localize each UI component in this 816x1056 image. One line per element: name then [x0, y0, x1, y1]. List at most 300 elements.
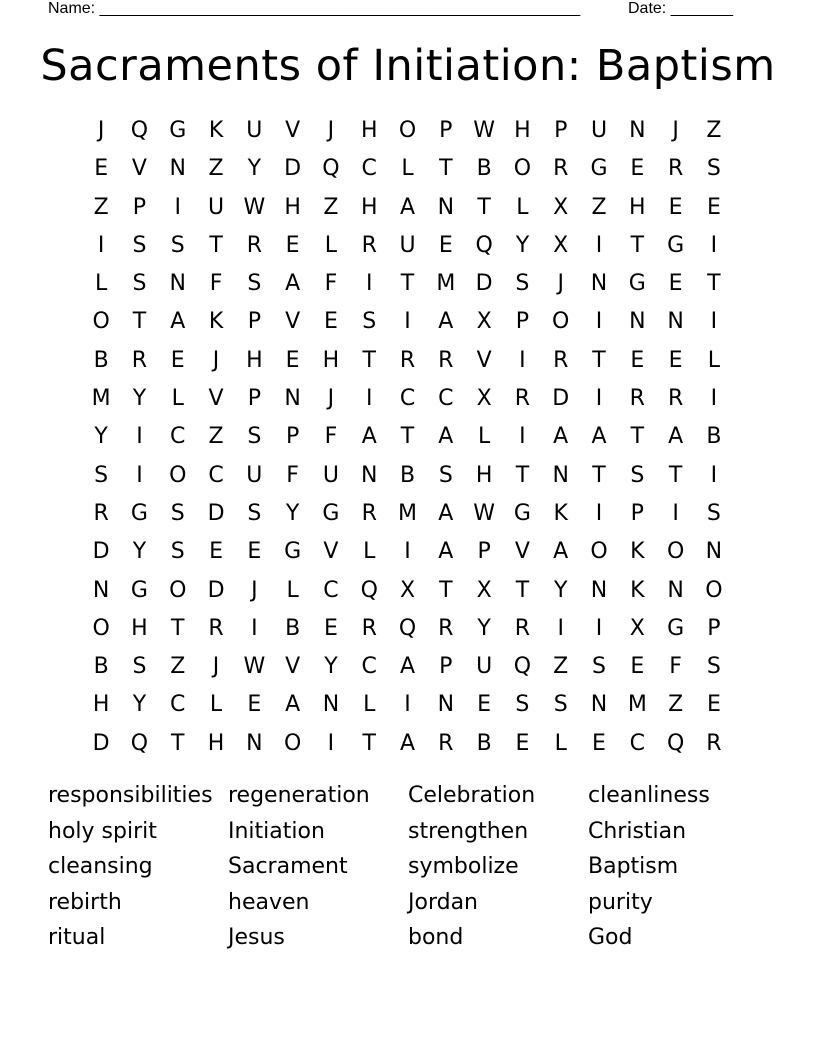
grid-letter[interactable]: D: [284, 156, 302, 182]
grid-letter[interactable]: Y: [553, 577, 568, 603]
grid-letter[interactable]: W: [473, 118, 495, 143]
grid-letter[interactable]: O: [398, 118, 417, 143]
grid-letter[interactable]: A: [170, 309, 186, 335]
grid-letter[interactable]: Z: [208, 424, 224, 450]
grid-letter[interactable]: I: [327, 730, 335, 756]
grid-letter[interactable]: D: [92, 539, 110, 565]
grid-letter[interactable]: V: [476, 347, 492, 373]
grid-letter[interactable]: H: [514, 118, 531, 143]
grid-letter[interactable]: S: [247, 424, 262, 450]
grid-letter[interactable]: C: [170, 692, 186, 718]
grid-letter[interactable]: W: [243, 654, 266, 680]
grid-letter[interactable]: T: [171, 730, 185, 756]
grid-letter[interactable]: S: [438, 462, 453, 488]
grid-letter[interactable]: G: [284, 539, 302, 565]
grid-letter[interactable]: O: [552, 309, 570, 335]
grid-letter[interactable]: Z: [706, 118, 722, 143]
grid-letter[interactable]: S: [362, 309, 377, 335]
grid-letter[interactable]: X: [476, 309, 492, 335]
grid-letter[interactable]: U: [246, 118, 263, 143]
grid-letter[interactable]: S: [706, 156, 721, 182]
word-list-item: cleanliness: [588, 783, 710, 808]
grid-letter[interactable]: G: [667, 615, 685, 641]
grid-letter[interactable]: I: [710, 462, 718, 488]
grid-letter[interactable]: E: [94, 156, 109, 182]
grid-letter[interactable]: B: [706, 424, 722, 450]
grid-letter[interactable]: E: [668, 271, 683, 297]
grid-letter[interactable]: E: [170, 347, 185, 373]
grid-letter[interactable]: N: [284, 386, 301, 412]
grid-letter[interactable]: T: [400, 271, 415, 297]
grid-letter[interactable]: A: [285, 692, 301, 718]
grid-letter[interactable]: I: [595, 386, 603, 412]
grid-letter[interactable]: P: [247, 309, 261, 335]
grid-letter[interactable]: C: [361, 654, 377, 680]
grid-letter[interactable]: S: [515, 271, 530, 297]
grid-letter[interactable]: J: [557, 271, 564, 297]
grid-letter[interactable]: I: [136, 462, 143, 488]
grid-letter[interactable]: M: [91, 386, 111, 412]
grid-letter[interactable]: T: [439, 156, 453, 182]
grid-letter[interactable]: A: [399, 194, 416, 220]
grid-letter[interactable]: Q: [130, 118, 149, 143]
grid-letter[interactable]: S: [132, 654, 147, 680]
grid-letter[interactable]: N: [705, 539, 723, 565]
word-list-item: Baptism: [588, 854, 679, 879]
grid-letter[interactable]: T: [209, 232, 223, 258]
grid-letter[interactable]: H: [92, 692, 110, 718]
grid-letter[interactable]: U: [399, 232, 416, 258]
grid-letter[interactable]: Z: [323, 194, 339, 220]
grid-letter[interactable]: R: [93, 500, 109, 526]
grid-letter[interactable]: O: [705, 577, 723, 603]
grid-letter[interactable]: L: [95, 271, 108, 297]
grid-letter[interactable]: E: [630, 654, 645, 680]
grid-letter[interactable]: N: [437, 692, 455, 718]
grid-letter[interactable]: S: [706, 654, 721, 680]
grid-letter[interactable]: A: [438, 539, 454, 565]
grid-letter[interactable]: A: [399, 654, 416, 680]
grid-letter[interactable]: U: [476, 654, 493, 680]
grid-letter[interactable]: L: [707, 347, 721, 373]
grid-letter[interactable]: Y: [94, 424, 108, 450]
grid-letter[interactable]: I: [710, 386, 718, 412]
grid-letter[interactable]: Q: [398, 615, 417, 641]
grid-letter[interactable]: S: [706, 500, 721, 526]
grid-letter[interactable]: R: [438, 347, 454, 373]
grid-letter[interactable]: R: [208, 615, 224, 641]
grid-letter[interactable]: F: [324, 271, 338, 297]
grid-letter[interactable]: L: [363, 692, 376, 718]
grid-letter[interactable]: J: [327, 118, 335, 143]
grid-letter[interactable]: T: [707, 271, 721, 297]
grid-letter[interactable]: X: [476, 386, 492, 412]
grid-letter[interactable]: T: [515, 577, 530, 603]
grid-letter[interactable]: N: [169, 156, 186, 182]
grid-letter[interactable]: I: [557, 615, 564, 641]
grid-letter[interactable]: T: [515, 462, 530, 488]
grid-letter[interactable]: O: [169, 462, 187, 488]
grid-letter[interactable]: I: [404, 539, 411, 565]
grid-letter[interactable]: P: [554, 118, 568, 143]
grid-letter[interactable]: Y: [285, 500, 300, 526]
grid-letter[interactable]: L: [363, 539, 376, 565]
grid-letter[interactable]: T: [362, 730, 376, 756]
grid-letter[interactable]: C: [399, 386, 416, 412]
grid-letter[interactable]: E: [285, 232, 300, 258]
grid-letter[interactable]: G: [513, 500, 531, 526]
grid-letter[interactable]: V: [285, 118, 301, 143]
grid-letter[interactable]: R: [706, 730, 722, 756]
grid-letter[interactable]: L: [209, 692, 223, 718]
grid-letter[interactable]: T: [592, 347, 606, 373]
grid-letter[interactable]: A: [668, 424, 684, 450]
grid-letter[interactable]: P: [439, 118, 453, 143]
grid-letter[interactable]: O: [590, 539, 608, 565]
grid-letter[interactable]: U: [322, 462, 339, 488]
grid-letter[interactable]: L: [401, 156, 414, 182]
grid-letter[interactable]: L: [324, 232, 338, 258]
grid-letter[interactable]: I: [672, 500, 679, 526]
grid-letter[interactable]: H: [131, 615, 148, 641]
grid-letter[interactable]: V: [285, 309, 301, 335]
grid-letter[interactable]: N: [590, 692, 608, 718]
grid-letter[interactable]: X: [476, 577, 492, 603]
grid-letter[interactable]: N: [437, 194, 455, 220]
grid-letter[interactable]: J: [327, 386, 335, 412]
grid-letter[interactable]: O: [92, 309, 110, 335]
grid-letter[interactable]: R: [553, 347, 569, 373]
grid-letter[interactable]: G: [130, 577, 148, 603]
grid-letter[interactable]: L: [477, 424, 491, 450]
grid-letter[interactable]: I: [519, 347, 526, 373]
grid-letter[interactable]: U: [207, 194, 225, 220]
grid-letter[interactable]: V: [285, 654, 301, 680]
grid-row: [82, 418, 734, 456]
grid-letter[interactable]: Q: [130, 730, 149, 756]
grid-letter[interactable]: T: [630, 424, 645, 450]
grid-letter[interactable]: A: [399, 730, 416, 756]
grid-letter[interactable]: D: [552, 386, 570, 412]
grid-letter[interactable]: Y: [247, 156, 262, 182]
grid-letter[interactable]: I: [595, 500, 603, 526]
grid-letter[interactable]: D: [475, 271, 493, 297]
grid-letter[interactable]: L: [171, 386, 184, 412]
grid-letter[interactable]: O: [513, 156, 532, 182]
grid-letter[interactable]: I: [136, 424, 143, 450]
grid-letter[interactable]: T: [592, 462, 606, 488]
grid-letter[interactable]: T: [630, 232, 645, 258]
grid-letter[interactable]: P: [515, 309, 530, 335]
grid-letter[interactable]: G: [590, 156, 608, 182]
grid-letter[interactable]: R: [361, 232, 377, 258]
grid-letter[interactable]: L: [516, 194, 529, 220]
grid-letter[interactable]: E: [592, 730, 606, 756]
grid-letter[interactable]: G: [169, 118, 187, 143]
grid-letter[interactable]: A: [438, 424, 454, 450]
grid-letter[interactable]: B: [285, 615, 301, 641]
grid-letter[interactable]: B: [93, 347, 109, 373]
grid-letter[interactable]: J: [251, 577, 258, 603]
grid-letter[interactable]: Y: [132, 692, 147, 718]
grid-letter[interactable]: I: [595, 615, 603, 641]
grid-letter[interactable]: E: [515, 730, 530, 756]
grid-letter[interactable]: H: [360, 118, 378, 143]
grid-letter[interactable]: F: [209, 271, 223, 297]
grid-letter[interactable]: E: [323, 615, 338, 641]
grid-letter[interactable]: N: [667, 577, 684, 603]
grid-letter[interactable]: X: [553, 194, 569, 220]
grid-letter[interactable]: E: [668, 347, 683, 373]
grid-letter[interactable]: R: [361, 615, 377, 641]
grid-letter[interactable]: C: [170, 424, 186, 450]
grid-letter[interactable]: I: [595, 309, 603, 335]
grid-letter[interactable]: C: [438, 386, 454, 412]
grid-letter[interactable]: C: [208, 462, 224, 488]
grid-letter[interactable]: Z: [591, 194, 607, 220]
grid-letter[interactable]: Y: [324, 654, 338, 680]
grid-letter[interactable]: E: [477, 692, 492, 718]
grid-letter[interactable]: A: [553, 424, 569, 450]
word-list-item: Jordan: [408, 889, 478, 915]
grid-letter[interactable]: S: [170, 539, 185, 565]
grid-letter[interactable]: R: [514, 615, 531, 641]
grid-letter[interactable]: E: [630, 347, 645, 373]
grid-letter[interactable]: V: [208, 386, 224, 412]
page-title: Sacraments of Initiation: Baptism: [40, 41, 776, 91]
grid-letter[interactable]: T: [668, 462, 683, 488]
grid-row: [82, 610, 734, 648]
grid-letter[interactable]: H: [284, 194, 301, 220]
grid-letter[interactable]: B: [399, 462, 416, 488]
grid-letter[interactable]: N: [590, 577, 608, 603]
grid-letter[interactable]: Z: [93, 194, 109, 220]
grid-letter[interactable]: Y: [515, 232, 530, 258]
grid-letter[interactable]: V: [131, 156, 147, 182]
grid-letter[interactable]: G: [130, 500, 148, 526]
grid-letter[interactable]: E: [285, 347, 300, 373]
grid-letter[interactable]: B: [476, 730, 492, 756]
grid-letter[interactable]: F: [324, 424, 338, 450]
grid-letter[interactable]: G: [628, 271, 646, 297]
grid-letter[interactable]: K: [630, 577, 645, 603]
grid-letter[interactable]: I: [365, 271, 373, 297]
grid-letter[interactable]: I: [97, 232, 105, 258]
grid-letter[interactable]: V: [323, 539, 339, 565]
grid-letter[interactable]: O: [169, 577, 187, 603]
grid-letter[interactable]: Q: [513, 654, 532, 680]
grid-letter[interactable]: P: [477, 539, 491, 565]
grid-letter[interactable]: T: [439, 577, 453, 603]
grid-letter[interactable]: E: [209, 539, 223, 565]
grid-letter[interactable]: U: [590, 118, 608, 143]
header-line: [48, 0, 748, 22]
grid-letter[interactable]: A: [591, 424, 607, 450]
grid-letter[interactable]: E: [247, 539, 262, 565]
grid-letter[interactable]: Z: [208, 156, 224, 182]
grid-letter[interactable]: O: [283, 730, 302, 756]
grid-letter[interactable]: M: [398, 500, 418, 526]
grid-letter[interactable]: W: [473, 500, 495, 526]
grid-letter[interactable]: C: [323, 577, 339, 603]
grid-letter[interactable]: A: [361, 424, 377, 450]
grid-letter[interactable]: R: [438, 615, 454, 641]
grid-letter[interactable]: R: [131, 347, 148, 373]
grid-letter[interactable]: B: [93, 654, 109, 680]
grid-letter[interactable]: R: [629, 386, 645, 412]
grid-letter[interactable]: A: [438, 500, 454, 526]
grid-letter[interactable]: S: [515, 692, 530, 718]
grid-row: [82, 303, 734, 341]
grid-letter[interactable]: X: [399, 577, 416, 603]
grid-letter[interactable]: U: [246, 462, 263, 488]
grid-letter[interactable]: Q: [475, 232, 493, 258]
grid-letter[interactable]: S: [592, 654, 606, 680]
grid-letter[interactable]: H: [475, 462, 493, 488]
grid-letter[interactable]: R: [399, 347, 416, 373]
grid-letter[interactable]: I: [404, 309, 411, 335]
grid-letter[interactable]: E: [706, 194, 721, 220]
grid-letter[interactable]: M: [436, 271, 456, 297]
grid-letter[interactable]: S: [170, 500, 185, 526]
grid-letter[interactable]: N: [169, 271, 186, 297]
grid-letter[interactable]: L: [554, 730, 567, 756]
grid-letter[interactable]: R: [667, 156, 684, 182]
grid-letter[interactable]: N: [667, 309, 684, 335]
grid-letter[interactable]: P: [630, 500, 644, 526]
grid-letter[interactable]: R: [246, 232, 262, 258]
grid-letter[interactable]: G: [667, 232, 685, 258]
grid-letter[interactable]: E: [630, 156, 645, 182]
grid-letter[interactable]: Z: [170, 654, 186, 680]
grid-letter[interactable]: H: [207, 730, 225, 756]
grid-letter[interactable]: M: [627, 692, 647, 718]
grid-letter[interactable]: K: [630, 539, 645, 565]
grid-letter[interactable]: X: [553, 232, 569, 258]
grid-letter[interactable]: O: [666, 539, 685, 565]
grid-letter[interactable]: D: [207, 577, 225, 603]
grid-letter[interactable]: I: [404, 692, 411, 718]
grid-letter[interactable]: H: [246, 347, 263, 373]
grid-letter[interactable]: P: [132, 194, 147, 220]
grid-letter[interactable]: T: [132, 309, 147, 335]
grid-letter[interactable]: H: [629, 194, 646, 220]
grid-letter[interactable]: I: [710, 309, 718, 335]
grid-letter[interactable]: I: [595, 232, 603, 258]
grid-letter[interactable]: R: [553, 156, 569, 182]
grid-letter[interactable]: Z: [553, 654, 569, 680]
grid-letter[interactable]: S: [132, 232, 147, 258]
grid-letter[interactable]: O: [92, 615, 110, 641]
grid-letter[interactable]: A: [438, 309, 454, 335]
grid-letter[interactable]: N: [360, 462, 378, 488]
grid-letter[interactable]: T: [362, 347, 376, 373]
grid-letter[interactable]: Y: [477, 615, 491, 641]
grid-letter[interactable]: S: [630, 462, 645, 488]
grid-letter[interactable]: F: [669, 654, 682, 680]
word-list-item: rebirth: [48, 889, 122, 915]
grid-letter[interactable]: I: [519, 424, 526, 450]
grid-letter[interactable]: K: [208, 309, 224, 335]
grid-letter[interactable]: I: [251, 615, 258, 641]
grid-letter[interactable]: N: [629, 118, 646, 143]
grid-letter[interactable]: V: [514, 539, 530, 565]
grid-letter[interactable]: N: [322, 692, 340, 718]
grid-letter[interactable]: E: [323, 309, 338, 335]
grid-letter[interactable]: N: [92, 577, 110, 603]
grid-letter[interactable]: H: [322, 347, 340, 373]
grid-letter[interactable]: T: [400, 424, 415, 450]
grid-letter[interactable]: F: [286, 462, 299, 488]
grid-letter[interactable]: T: [171, 615, 185, 641]
grid-letter[interactable]: P: [439, 654, 453, 680]
grid-letter[interactable]: A: [285, 271, 301, 297]
grid-letter[interactable]: I: [174, 194, 181, 220]
grid-letter[interactable]: S: [170, 232, 185, 258]
grid-letter[interactable]: P: [247, 386, 261, 412]
grid-letter[interactable]: J: [212, 654, 220, 680]
grid-letter[interactable]: P: [285, 424, 300, 450]
grid-letter[interactable]: N: [590, 271, 608, 297]
grid-letter[interactable]: Y: [132, 386, 147, 412]
grid-letter[interactable]: S: [132, 271, 147, 297]
grid-letter[interactable]: S: [247, 500, 262, 526]
grid-letter[interactable]: N: [629, 309, 646, 335]
grid-letter[interactable]: T: [477, 194, 491, 220]
grid-letter[interactable]: G: [322, 500, 340, 526]
grid-letter[interactable]: E: [706, 692, 721, 718]
grid-letter[interactable]: N: [246, 730, 263, 756]
grid-letter[interactable]: Z: [668, 692, 684, 718]
grid-letter[interactable]: S: [247, 271, 262, 297]
grid-letter[interactable]: I: [710, 232, 718, 258]
grid-letter[interactable]: S: [553, 692, 568, 718]
grid-letter[interactable]: R: [514, 386, 531, 412]
grid-letter[interactable]: C: [361, 156, 377, 182]
grid-letter[interactable]: A: [553, 539, 569, 565]
grid-letter[interactable]: I: [365, 386, 373, 412]
grid-letter[interactable]: S: [94, 462, 109, 488]
grid-letter[interactable]: C: [629, 730, 645, 756]
grid-letter[interactable]: Y: [132, 539, 147, 565]
word-list: [48, 778, 768, 956]
grid-letter[interactable]: P: [707, 615, 721, 641]
grid-letter[interactable]: Q: [322, 156, 340, 182]
grid-letter[interactable]: Q: [360, 577, 378, 603]
grid-letter[interactable]: H: [360, 194, 378, 220]
word-list-item: Jesus: [228, 925, 285, 950]
grid-letter[interactable]: J: [97, 118, 105, 143]
grid-letter[interactable]: E: [247, 692, 262, 718]
grid-letter[interactable]: J: [672, 118, 679, 143]
grid-letter[interactable]: Q: [666, 730, 685, 756]
grid-letter[interactable]: E: [438, 232, 453, 258]
grid-letter[interactable]: X: [629, 615, 645, 641]
grid-letter[interactable]: D: [207, 500, 225, 526]
grid-letter[interactable]: L: [286, 577, 299, 603]
grid-letter[interactable]: W: [243, 194, 266, 220]
grid-letter[interactable]: K: [553, 500, 568, 526]
grid-letter[interactable]: E: [668, 194, 683, 220]
grid-letter[interactable]: N: [552, 462, 569, 488]
grid-letter[interactable]: K: [208, 118, 224, 143]
grid-letter[interactable]: R: [361, 500, 377, 526]
grid-letter[interactable]: R: [438, 730, 454, 756]
grid-letter[interactable]: D: [92, 730, 110, 756]
grid-letter[interactable]: R: [667, 386, 684, 412]
grid-letter[interactable]: J: [212, 347, 220, 373]
grid-letter[interactable]: B: [476, 156, 492, 182]
